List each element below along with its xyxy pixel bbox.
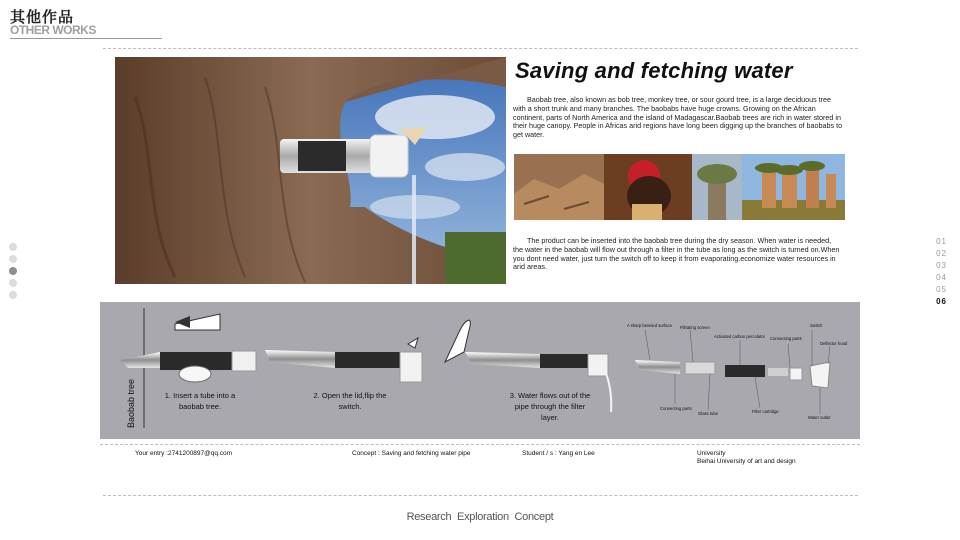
- student-text: Student / s : Yang en Lee: [522, 450, 595, 457]
- callout-deflector-hood: Deflector hood: [820, 341, 848, 346]
- callout-filtrating-screen: Filtrating screen: [680, 325, 710, 330]
- panel-divider: [100, 444, 860, 445]
- callout-glass-tube: Glass tube: [698, 411, 719, 416]
- page-dots: [9, 243, 19, 303]
- page-dot[interactable]: [9, 243, 17, 251]
- callout-sharp-surface: A sharp beveled surface: [627, 323, 672, 328]
- entry-email: Your entry :2741200897@qq.com: [135, 450, 233, 457]
- section-title-cn: 其他作品: [10, 9, 75, 26]
- intro-paragraph: Baobab tree, also known as bob tree, monkey tree, or sour gourd tree, is a large deciduous tree with a short trunk and many branches. The baobabs have huge crowns. Growing on the African continent, parts of North America and the island of Madagascar.Baobab trees are rich in water stored in their huge canopy. People in Africas arid regions have long been digging up the branches of baobabs to get water.: [513, 95, 843, 140]
- callout-activated-carbon: Activated carbon percolator: [714, 334, 765, 339]
- page-number[interactable]: 02: [936, 249, 947, 258]
- page-number[interactable]: 04: [936, 273, 947, 282]
- callout-switch: Switch: [810, 323, 823, 328]
- step-3-text: 3. Water flows out of the pipe through the filter layer.: [509, 391, 591, 422]
- page-dot-active[interactable]: [9, 267, 17, 275]
- callout-connecting-parts-bottom: Connecting parts: [660, 406, 692, 411]
- concept-text: Concept : Saving and fetching water pipe: [352, 450, 471, 457]
- callout-connecting-parts-top: Connecting parts: [770, 336, 802, 341]
- header-underline: [10, 38, 162, 39]
- page-number-active[interactable]: 06: [936, 297, 947, 306]
- callout-filter-cartridge: Filter cartridge: [752, 409, 779, 414]
- project-title: Saving and fetching water: [515, 58, 793, 83]
- section-title-en: OTHER WORKS: [10, 23, 96, 37]
- university-name: Beihai University of art and design: [697, 458, 796, 465]
- page-dot[interactable]: [9, 291, 17, 299]
- page-dot[interactable]: [9, 255, 17, 263]
- page-number[interactable]: 03: [936, 261, 947, 270]
- university-label: University: [697, 450, 726, 457]
- bottom-divider: [103, 495, 858, 496]
- callout-water-outlet: Water outlet: [808, 415, 831, 420]
- page-number[interactable]: 05: [936, 285, 947, 294]
- page-dot[interactable]: [9, 279, 17, 287]
- usage-paragraph: The product can be inserted into the baobab tree during the dry season. When water is needed, the water in the baobab will flow out through a filter in the tube as long as the switch is turned on.When you dont need water, just turn the switch off to keep it from evaporating.economize water resources in arid areas.: [513, 236, 840, 272]
- usage-steps-panel: [100, 302, 860, 439]
- step-1-text: 1. Insert a tube into a baobab tree.: [164, 391, 236, 411]
- step-2-text: 2. Open the lid,flip the switch.: [313, 391, 387, 411]
- africa-photo-strip: [514, 154, 845, 220]
- baobab-hero-image: [115, 57, 506, 284]
- top-divider: [103, 48, 858, 49]
- baobab-tree-label: Baobab tree: [126, 378, 136, 428]
- page-numbers: [936, 236, 947, 308]
- page-number[interactable]: 01: [936, 237, 947, 246]
- bottom-tagline: Research Exploration Concept: [406, 511, 554, 523]
